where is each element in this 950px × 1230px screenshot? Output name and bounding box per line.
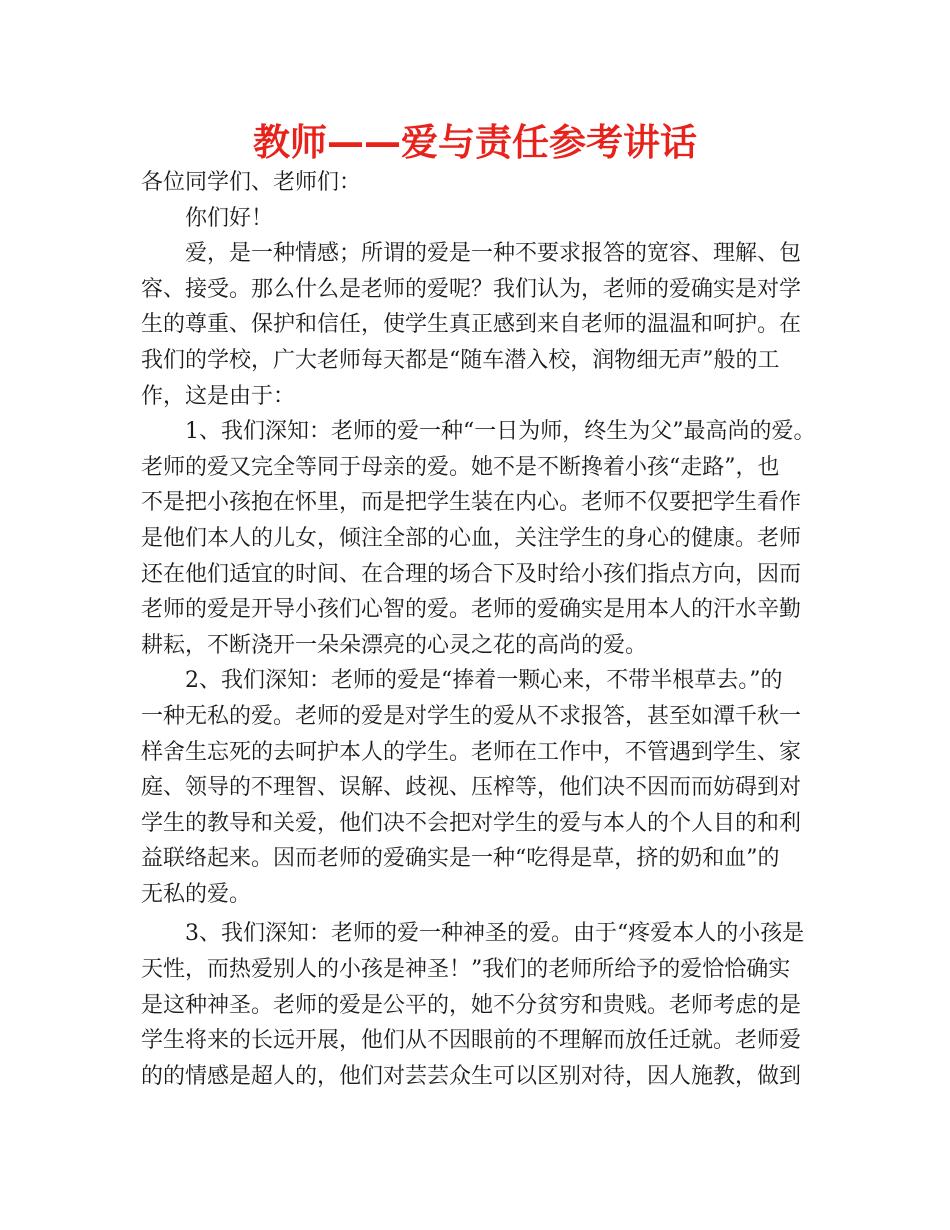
paragraph-line: 一种无私的爱。老师的爱是对学生的爱从不求报答，甚至如潭千秋一 <box>141 703 802 729</box>
paragraph-line: 老师的爱是开导小孩们心智的爱。老师的爱确实是用本人的汗水辛勤 <box>141 597 802 623</box>
paragraph-line: 作，这是由于： <box>141 383 296 409</box>
greeting-line: 各位同学们、老师们： <box>141 170 362 195</box>
paragraph-line: 2、我们深知：老师的爱是“捧着一颗心来，不带半根草去。”的 <box>185 668 783 694</box>
salutation-line: 你们好！ <box>185 205 274 231</box>
paragraph-line: 我们的学校，广大老师每天都是“随车潜入校，润物细无声”般的工 <box>141 347 780 373</box>
paragraph-line: 无私的爱。 <box>141 881 252 907</box>
paragraph-line: 3、我们深知：老师的爱一种神圣的爱。由于“疼爱本人的小孩是 <box>185 921 805 947</box>
paragraph-line: 学生将来的长远开展，他们从不因眼前的不理解而放任迁就。老师爱 <box>141 1028 802 1054</box>
paragraph-line: 益联络起来。因而老师的爱确实是一种“吃得是草，挤的奶和血”的 <box>141 846 780 872</box>
paragraph-line: 是这种神圣。老师的爱是公平的，她不分贫穷和贵贱。老师考虑的是 <box>141 992 802 1018</box>
paragraph-line: 庭、领导的不理智、误解、歧视、压榨等，他们决不因而而妨碍到对 <box>141 775 802 801</box>
paragraph-line: 的的情感是超人的，他们对芸芸众生可以区别对待，因人施教，做到 <box>141 1063 802 1089</box>
paragraph-line: 耕耘，不断浇开一朵朵漂亮的心灵之花的高尚的爱。 <box>141 632 648 658</box>
paragraph-line: 生的尊重、保护和信任，使学生真正感到来自老师的温温和呵护。在 <box>141 312 802 338</box>
paragraph-line: 1、我们深知：老师的爱一种“一日为师，终生为父”最高尚的爱。 <box>185 419 816 445</box>
paragraph-line: 是他们本人的儿女，倾注全部的心血，关注学生的身心的健康。老师 <box>141 525 802 551</box>
document-body <box>141 165 816 1094</box>
paragraph-line: 爱，是一种情感；所谓的爱是一种不要求报答的宽容、理解、包 <box>185 241 802 267</box>
paragraph-line: 容、接受。那么什么是老师的爱呢？我们认为，老师的爱确实是对学 <box>141 276 802 302</box>
paragraph-line: 天性，而热爱别人的小孩是神圣！”我们的老师所给予的爱恰恰确实 <box>141 957 791 983</box>
paragraph-line: 不是把小孩抱在怀里，而是把学生装在内心。老师不仅要把学生看作 <box>141 490 802 516</box>
paragraph-line: 学生的教导和关爱，他们决不会把对学生的爱与本人的个人目的和利 <box>141 810 802 836</box>
paragraph-line: 还在他们适宜的时间、在合理的场合下及时给小孩们指点方向，因而 <box>141 561 802 587</box>
document-title: 教师——爱与责任参考讲话 <box>253 121 697 164</box>
paragraph-line: 老师的爱又完全等同于母亲的爱。她不是不断搀着小孩“走路”，也 <box>141 454 780 480</box>
paragraph-line: 样舍生忘死的去呵护本人的学生。老师在工作中，不管遇到学生、家 <box>141 739 802 765</box>
